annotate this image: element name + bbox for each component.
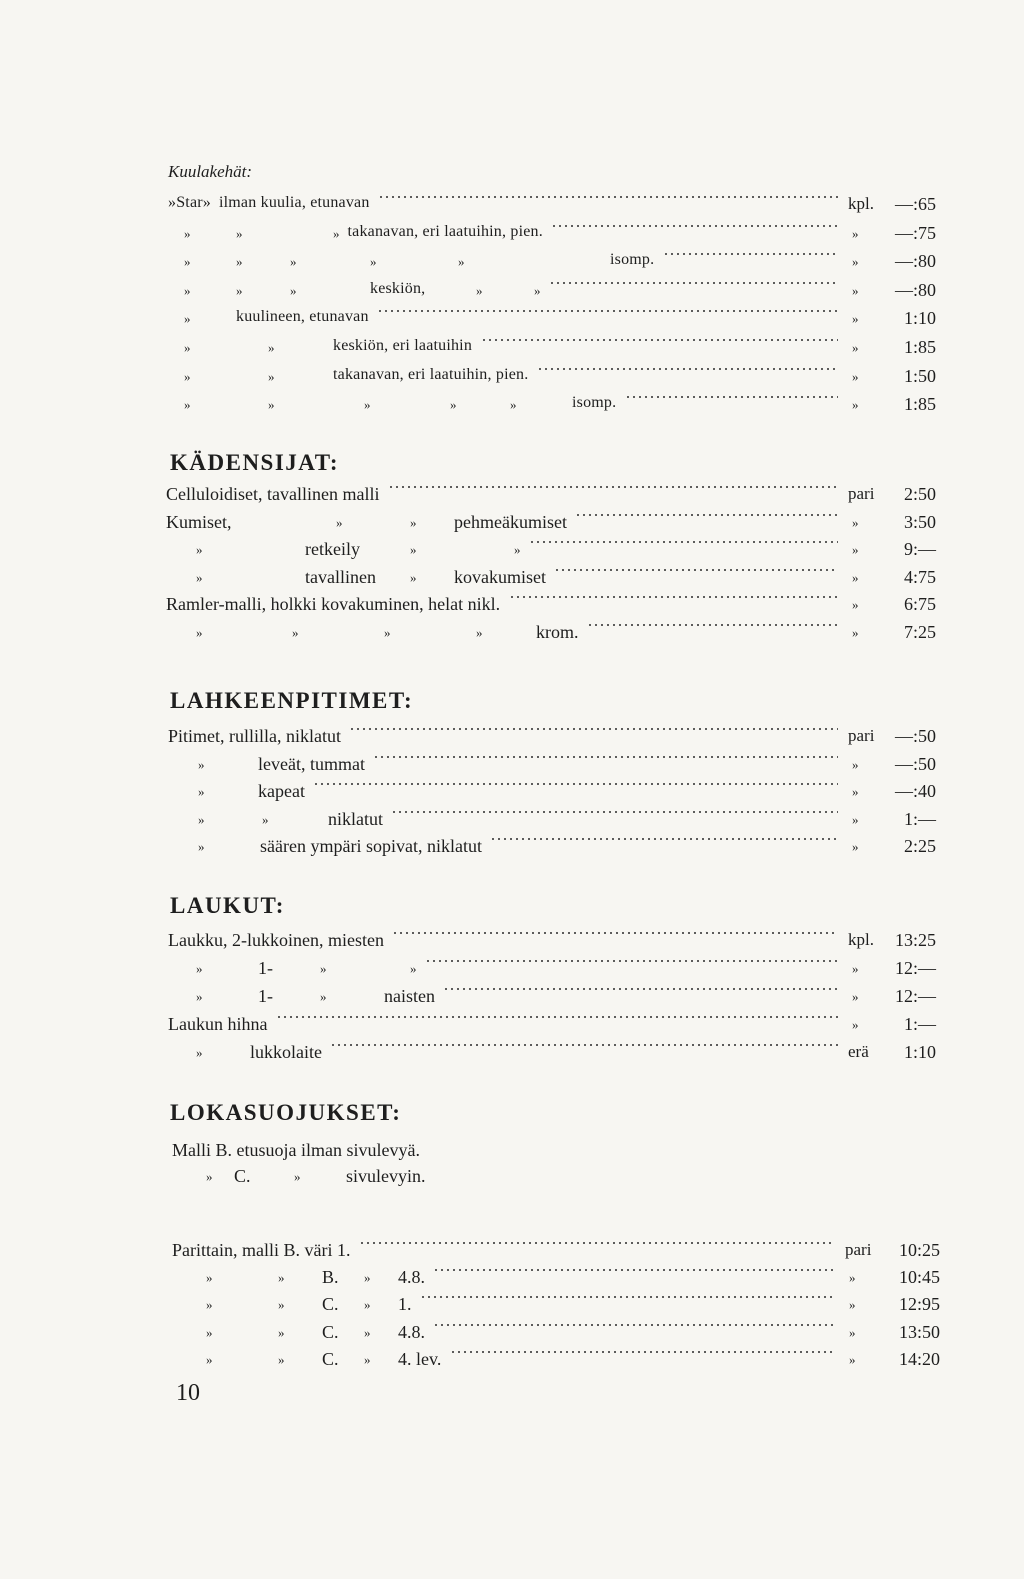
ditto-mark: » <box>206 1324 213 1340</box>
dot-leader <box>313 781 838 787</box>
ditto-mark: » <box>198 811 205 827</box>
unit-label: » <box>852 624 859 640</box>
ditto-mark: » <box>184 254 191 270</box>
item-text: keskiön, eri laatuihin <box>333 337 473 354</box>
unit-label: » <box>852 311 859 327</box>
ditto-mark: » <box>236 282 243 298</box>
ditto-mark: » <box>510 397 517 413</box>
price-row <box>0 1014 1024 1040</box>
dot-leader <box>551 223 838 229</box>
ditto-mark: » <box>268 368 275 384</box>
unit-label: » <box>852 569 859 585</box>
ditto-mark: » <box>198 784 205 799</box>
unit-label: kpl. <box>848 194 874 213</box>
ditto-mark: » <box>196 989 203 1004</box>
ditto-mark: » <box>458 254 465 270</box>
price-value: 12:— <box>894 958 936 978</box>
price-value: —:80 <box>894 251 936 272</box>
ditto-mark: » <box>370 254 377 270</box>
ditto-mark: » <box>450 397 457 413</box>
item-text: kovakumiset <box>454 566 546 587</box>
note-text: sivulevyin. <box>346 1166 426 1186</box>
item-text: Parittain, malli B. väri 1. <box>172 1240 351 1260</box>
item-text: 1- <box>258 986 273 1006</box>
price-row <box>0 251 1024 277</box>
ditto-mark: » <box>290 254 297 270</box>
item-text: säären ympäri sopivat, niklatut <box>260 836 482 856</box>
item-text: 1- <box>258 958 273 978</box>
ditto-mark: » <box>206 1297 213 1313</box>
ditto-mark: » <box>364 397 371 413</box>
price-row <box>0 194 1024 220</box>
price-value: 12:— <box>894 986 936 1006</box>
unit-label: » <box>852 542 859 557</box>
price-value: 1:— <box>903 808 936 829</box>
item-text: Laukku, 2-lukkoinen, miesten <box>168 930 384 950</box>
unit-label: » <box>852 1017 859 1032</box>
ditto-mark: » <box>278 1270 285 1286</box>
section-title-laukut: LAUKUT: <box>170 893 285 918</box>
ditto-mark: » <box>184 397 191 413</box>
ditto-mark: » <box>198 756 205 772</box>
price-value: 13:25 <box>894 930 936 950</box>
ditto-mark: » <box>364 1270 371 1286</box>
unit-label: » <box>852 340 859 355</box>
price-value: 1:10 <box>903 1042 936 1062</box>
item-text: C. <box>322 1348 339 1369</box>
item-text: isomp. <box>572 394 617 412</box>
price-value: 1:50 <box>903 365 936 386</box>
ditto-mark: » <box>410 514 417 530</box>
price-value: —:80 <box>894 279 936 300</box>
price-value: 10:25 <box>898 1240 940 1260</box>
section-title-lahkeenpitimet: LAHKEENPITIMET: <box>170 688 414 713</box>
dot-leader <box>625 394 838 400</box>
ditto-mark: » <box>476 282 483 298</box>
ditto-mark: » <box>206 1351 213 1367</box>
ditto-mark: » <box>410 961 417 976</box>
section-title-kadensijat: KÄDENSIJAT: <box>170 450 339 475</box>
unit-label: » <box>852 368 859 384</box>
ditto-mark: » <box>184 368 191 384</box>
item-text: isomp. <box>610 251 655 269</box>
unit-label: » <box>852 597 859 612</box>
dot-leader <box>433 1267 835 1273</box>
item-text: kapeat <box>258 781 305 801</box>
price-value: —:50 <box>894 753 936 774</box>
unit-label: pari <box>848 726 875 745</box>
dot-leader <box>575 512 838 518</box>
ditto-mark: » <box>364 1324 371 1340</box>
price-row <box>0 1349 1024 1375</box>
dot-leader <box>443 986 838 992</box>
ditto-mark: » <box>320 961 327 976</box>
unit-label: pari <box>848 484 875 503</box>
dot-leader <box>392 930 838 936</box>
item-text: Laukun hihna <box>168 1014 268 1034</box>
price-value: 2:25 <box>903 836 936 856</box>
ditto-mark: » <box>196 961 203 976</box>
price-value: —:75 <box>894 222 936 243</box>
price-row <box>0 594 1024 620</box>
price-row <box>0 622 1024 648</box>
item-text: retkeily <box>305 539 360 559</box>
ditto-mark: » <box>336 514 343 530</box>
price-row <box>0 1267 1024 1293</box>
price-row <box>0 986 1024 1012</box>
item-text: C. <box>322 1321 339 1342</box>
item-text: leveät, tummat <box>258 753 365 774</box>
price-row <box>0 484 1024 510</box>
unit-label: » <box>852 989 859 1004</box>
price-value: 1:85 <box>903 337 936 357</box>
price-value: 1:85 <box>903 394 936 415</box>
item-text: tavallinen <box>305 566 376 587</box>
item-text: 4.8. <box>398 1267 425 1288</box>
ditto-mark: » <box>268 340 275 355</box>
ditto-mark: » <box>290 282 297 298</box>
item-text: 4.8. <box>398 1321 425 1342</box>
unit-label: » <box>852 811 859 827</box>
item-text: takanavan, eri laatuihin, pien. <box>347 222 543 240</box>
unit-label: » <box>852 961 859 976</box>
unit-label: » <box>849 1297 856 1313</box>
price-value: 1:10 <box>903 308 936 329</box>
note-row <box>0 1140 1024 1166</box>
item-text: »Star» <box>168 194 211 211</box>
price-value: 10:45 <box>898 1267 940 1288</box>
price-row <box>0 1042 1024 1068</box>
ditto-mark: » <box>268 397 275 413</box>
ditto-mark: » <box>184 225 191 241</box>
ditto-mark: » <box>184 340 191 355</box>
item-text: ilman kuulia, etunavan <box>218 194 370 211</box>
ditto-mark: » <box>206 1169 213 1184</box>
dot-leader <box>554 567 838 573</box>
unit-label: » <box>849 1324 856 1340</box>
price-row <box>0 836 1024 862</box>
price-row <box>0 1322 1024 1348</box>
unit-label: » <box>852 839 859 854</box>
price-value: 7:25 <box>903 621 936 642</box>
price-row <box>0 280 1024 306</box>
dot-leader <box>373 754 838 760</box>
item-text: Pitimet, rullilla, niklatut <box>168 726 341 746</box>
ditto-mark: » <box>410 569 417 585</box>
price-row <box>0 754 1024 780</box>
price-value: —:50 <box>894 726 936 746</box>
price-value: 1:— <box>903 1014 936 1034</box>
price-row <box>0 308 1024 334</box>
note-text: C. <box>234 1166 251 1186</box>
price-row <box>0 394 1024 420</box>
dot-leader <box>433 1322 835 1328</box>
item-text: niklatut <box>328 808 383 829</box>
item-text: 4. lev. <box>398 1348 442 1369</box>
unit-label: » <box>849 1270 856 1286</box>
dot-leader <box>490 836 838 842</box>
ditto-mark: » <box>278 1297 285 1313</box>
dot-leader <box>537 366 838 372</box>
item-text: C. <box>322 1294 339 1315</box>
price-value: 6:75 <box>903 594 936 614</box>
item-text: naisten <box>384 986 435 1006</box>
price-value: 3:50 <box>903 511 936 532</box>
item-text: krom. <box>536 621 579 642</box>
ditto-mark: » <box>534 282 541 298</box>
ditto-mark: » <box>196 569 203 585</box>
unit-label: » <box>852 756 859 772</box>
dot-leader <box>276 1014 838 1020</box>
ditto-mark: » <box>514 542 521 557</box>
ditto-mark: » <box>292 624 299 640</box>
price-row <box>0 223 1024 249</box>
ditto-mark: » <box>384 624 391 640</box>
price-row <box>0 567 1024 593</box>
ditto-mark: » <box>278 1324 285 1340</box>
ditto-mark: » <box>196 542 203 557</box>
dot-leader <box>549 280 838 286</box>
dot-leader <box>663 251 838 257</box>
price-value: 4:75 <box>903 566 936 587</box>
item-text: Ramler-malli, holkki kovakuminen, helat nikl. <box>166 594 501 614</box>
price-value: 14:20 <box>898 1348 940 1369</box>
unit-label: » <box>852 784 859 799</box>
ditto-mark: » <box>196 624 203 640</box>
dot-leader <box>509 594 838 600</box>
dot-leader <box>425 958 838 964</box>
ditto-mark: » <box>320 989 327 1004</box>
item-text: 1. <box>398 1294 412 1315</box>
dot-leader <box>420 1294 835 1300</box>
item-text: pehmeäkumiset <box>454 511 567 532</box>
dot-leader <box>378 194 838 200</box>
page-number: 10 <box>176 1380 200 1406</box>
ditto-mark: » <box>206 1270 213 1286</box>
ditto-mark: » <box>196 1045 203 1060</box>
price-value: —:65 <box>894 194 936 214</box>
unit-label: » <box>852 397 859 413</box>
price-value: 13:50 <box>898 1321 940 1342</box>
dot-leader <box>391 809 838 815</box>
price-value: 9:— <box>903 539 936 559</box>
item-text: keskiön, <box>370 279 426 297</box>
unit-label: » <box>852 514 859 530</box>
dot-leader <box>330 1042 838 1048</box>
ditto-mark: » <box>262 811 269 827</box>
unit-label: » <box>852 225 859 241</box>
unit-label: » <box>849 1351 856 1367</box>
price-value: —:40 <box>894 781 936 801</box>
price-row <box>0 958 1024 984</box>
unit-label: » <box>852 282 859 298</box>
dot-leader <box>587 622 838 628</box>
price-row <box>0 781 1024 807</box>
dot-leader <box>349 726 838 732</box>
unit-label: pari <box>845 1240 872 1259</box>
dot-leader <box>377 308 838 314</box>
price-row <box>0 809 1024 835</box>
section-title-lokasuojukset: LOKASUOJUKSET: <box>170 1100 402 1125</box>
dot-leader <box>388 484 838 490</box>
item-text: takanavan, eri laatuihin, pien. <box>333 365 529 383</box>
price-value: 12:95 <box>898 1294 940 1315</box>
ditto-mark: » <box>198 839 205 854</box>
price-value: 2:50 <box>903 484 936 504</box>
item-text: Celluloidiset, tavallinen malli <box>166 484 380 504</box>
ditto-mark: » <box>236 254 243 270</box>
dot-leader <box>359 1240 835 1246</box>
ditto-mark: » <box>294 1169 301 1184</box>
price-row <box>0 1240 1024 1266</box>
dot-leader <box>529 539 838 545</box>
item-text: kuulineen, etunavan <box>236 308 369 326</box>
ditto-mark: » <box>278 1351 285 1367</box>
price-row <box>0 337 1024 363</box>
ditto-mark: » <box>184 282 191 298</box>
ditto-mark: » <box>184 311 191 327</box>
ditto-mark: » <box>364 1297 371 1313</box>
item-text: B. <box>322 1267 339 1288</box>
ditto-mark: » <box>410 542 417 557</box>
ditto-mark: » <box>236 225 243 241</box>
ditto-mark: » <box>476 624 483 640</box>
item-text: Kumiset, <box>166 511 232 532</box>
dot-leader <box>450 1349 835 1355</box>
price-row <box>0 366 1024 392</box>
section-title-kuulakehat: Kuulakehät: <box>168 162 253 181</box>
price-row <box>0 1294 1024 1320</box>
unit-label: » <box>852 254 859 270</box>
note-row <box>0 1166 1024 1192</box>
note-text: Malli B. etusuoja ilman sivulevyä. <box>172 1140 420 1160</box>
price-row <box>0 512 1024 538</box>
price-row <box>0 930 1024 956</box>
ditto-mark: » <box>333 225 340 241</box>
ditto-mark: » <box>364 1351 371 1367</box>
unit-label: erä <box>848 1042 869 1061</box>
price-row <box>0 539 1024 565</box>
item-text: lukkolaite <box>250 1042 322 1062</box>
unit-label: kpl. <box>848 930 874 949</box>
dot-leader <box>481 337 838 343</box>
price-row <box>0 726 1024 752</box>
